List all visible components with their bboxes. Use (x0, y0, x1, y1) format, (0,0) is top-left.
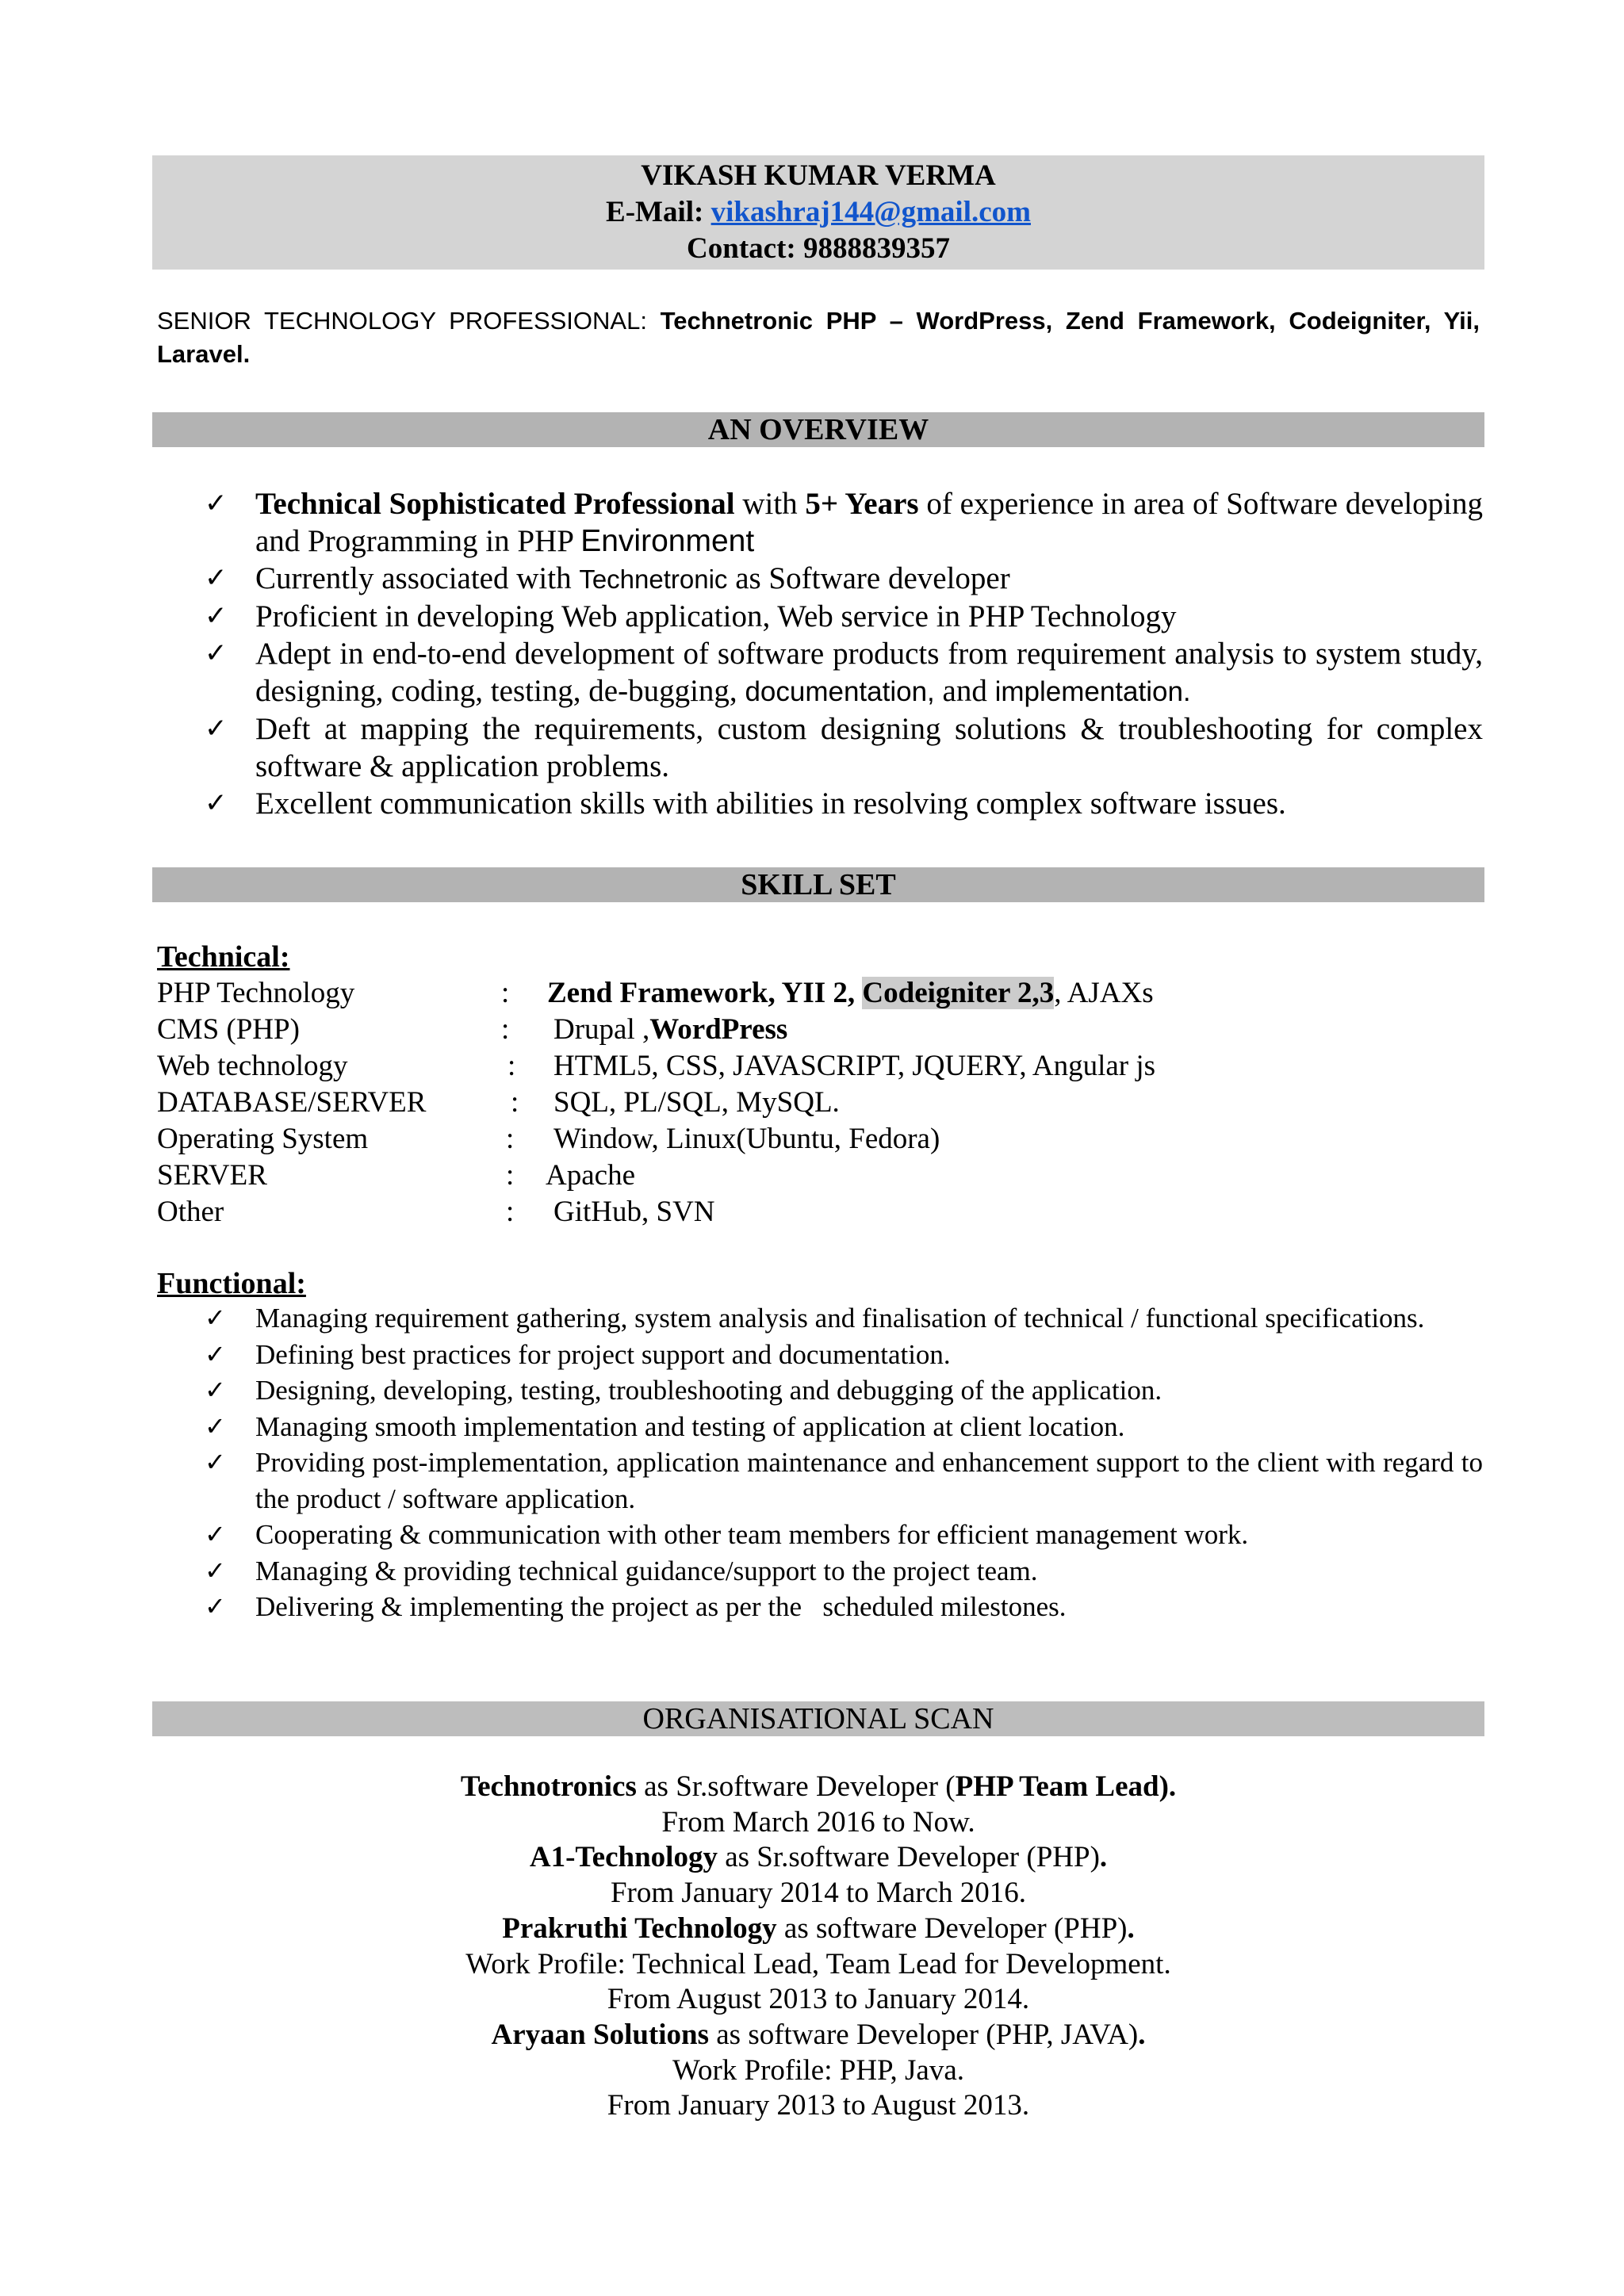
check-icon: ✓ (205, 1410, 226, 1441)
functional-text: Managing requirement gathering, system analysis and finalisation of technical / functional specifications. (255, 1303, 1425, 1334)
org-line: From January 2013 to August 2013. (607, 2089, 1030, 2122)
check-icon: ✓ (205, 488, 228, 519)
skill-row (157, 1158, 1426, 1194)
skill-colon: : (511, 1086, 519, 1119)
check-icon: ✓ (205, 1591, 226, 1621)
list-item (205, 1445, 1483, 1517)
functional-text: Designing, developing, testing, troubleshooting and debugging of the application. (255, 1375, 1162, 1406)
overview-text: with (734, 487, 806, 521)
skill-value: Drupal ,WordPress (553, 1013, 788, 1046)
org-line: Aryaan Solutions as software Developer (PHP, JAVA). (491, 2018, 1146, 2051)
check-icon: ✓ (205, 1303, 226, 1333)
check-icon: ✓ (205, 562, 228, 594)
list-item (205, 635, 1483, 710)
org-line: From January 2014 to March 2016. (610, 1877, 1027, 1910)
email-label: E-Mail: (606, 196, 704, 228)
functional-heading: Functional: (157, 1267, 306, 1300)
list-item (205, 710, 1483, 785)
contact-label: Contact: (687, 232, 796, 265)
list-item (205, 598, 1483, 635)
org-line: Work Profile: Technical Lead, Team Lead for Development. (465, 1947, 1171, 1980)
org-line: Work Profile: PHP, Java. (672, 2053, 965, 2087)
check-icon: ✓ (205, 787, 228, 819)
skill-value: SQL, PL/SQL, MySQL. (553, 1086, 840, 1119)
list-item (205, 1300, 1483, 1337)
skill-value: GitHub, SVN (553, 1196, 715, 1228)
skillset-heading: SKILL SET (152, 867, 1484, 902)
functional-text: Managing smooth implementation and testing of application at client location. (255, 1410, 1125, 1442)
skill-label: Other (157, 1196, 224, 1228)
org-line: Prakruthi Technology as software Developer (PHP). (502, 1911, 1135, 1945)
list-item (205, 1589, 1483, 1625)
org-line: A1-Technology as Sr.software Developer (PHP). (529, 1841, 1108, 1874)
org-line: Technotronics as Sr.software Developer (PHP Team Lead). (460, 1770, 1177, 1803)
list-item (205, 1553, 1483, 1590)
functional-text: Defining best practices for project support and documentation. (255, 1338, 951, 1370)
skill-value: Window, Linux(Ubuntu, Fedora) (553, 1123, 940, 1155)
skill-row (157, 975, 1426, 1012)
contact-line (152, 231, 1484, 267)
functional-text: Cooperating & communication with other team members for efficient management work. (255, 1519, 1249, 1550)
skill-row (157, 1048, 1426, 1085)
check-icon: ✓ (205, 1338, 226, 1369)
list-item (205, 1517, 1483, 1553)
check-icon: ✓ (205, 1555, 226, 1586)
list-item (205, 1409, 1483, 1445)
skill-label: Web technology (157, 1050, 348, 1082)
functional-text: Delivering & implementing the project as per the scheduled milestones. (255, 1591, 1067, 1622)
technical-heading: Technical: (157, 940, 290, 974)
check-icon: ✓ (205, 637, 228, 669)
skill-colon: : (506, 1159, 515, 1192)
check-icon: ✓ (205, 1447, 226, 1477)
org-line: From August 2013 to January 2014. (607, 1983, 1030, 2016)
candidate-name: VIKASH KUMAR VERMA (641, 159, 996, 192)
functional-list (205, 1300, 1483, 1625)
overview-list (205, 485, 1483, 822)
email-line (152, 194, 1484, 231)
organisation-section (152, 1770, 1484, 2124)
overview-text: of experience in area of Software developing and Programming in PHP (255, 487, 1484, 558)
professional-summary (157, 304, 1480, 371)
skill-value: Apache (546, 1159, 635, 1192)
overview-text: Adept in end-to-end development of software products from requirement analysis to system study, designing, coding, testing, de-bugging, (255, 637, 1483, 708)
overview-heading: AN OVERVIEW (152, 412, 1484, 447)
overview-text: Currently associated with (255, 561, 580, 595)
experience-years: 5+ Years (805, 487, 919, 521)
skill-colon: : (506, 1196, 515, 1228)
list-item (205, 560, 1483, 598)
skill-row (157, 1085, 1426, 1121)
skill-colon: : (506, 1123, 515, 1155)
overview-text: Proficient in developing Web application, Web service in PHP Technology (255, 599, 1177, 633)
header-box (152, 155, 1484, 270)
skill-colon: : (501, 977, 510, 1009)
list-item (205, 785, 1483, 822)
summary-technologies: Technetronic PHP – WordPress, Zend Framework, Codeigniter, Yii, Laravel. (157, 307, 1480, 368)
overview-text: as Software developer (727, 561, 1010, 595)
list-item (205, 1337, 1483, 1373)
email-link[interactable]: vikashraj144@gmail.com (710, 196, 1031, 228)
skill-label: DATABASE/SERVER (157, 1086, 427, 1119)
skill-row (157, 1012, 1426, 1048)
overview-highlight: Technical Sophisticated Professional (255, 487, 735, 521)
summary-prefix: SENIOR TECHNOLOGY PROFESSIONAL: (157, 307, 647, 335)
check-icon: ✓ (205, 713, 228, 744)
list-item (205, 485, 1483, 560)
overview-text: Deft at mapping the requirements, custom designing solutions & troubleshooting for complex software & application problems. (255, 712, 1483, 783)
list-item (205, 1372, 1483, 1409)
skill-colon: : (501, 1013, 510, 1046)
org-line: From March 2016 to Now. (661, 1805, 975, 1839)
skill-label: Operating System (157, 1123, 369, 1155)
overview-text: implementation. (994, 676, 1191, 707)
contact-number: 9888839357 (802, 232, 950, 265)
skill-colon: : (508, 1050, 516, 1082)
skill-value: Zend Framework, YII 2, Codeigniter 2,3, AJAXs (547, 977, 1154, 1009)
check-icon: ✓ (205, 1375, 226, 1405)
skill-row (157, 1194, 1426, 1230)
organisation-heading: ORGANISATIONAL SCAN (152, 1701, 1484, 1736)
skill-label: SERVER (157, 1159, 267, 1192)
company-name: Technetronic (579, 564, 728, 594)
functional-text: Managing & providing technical guidance/support to the project team. (255, 1555, 1038, 1586)
functional-text: Providing post-implementation, application maintenance and enhancement support to the client with regard to the product / software application. (255, 1447, 1483, 1514)
check-icon: ✓ (205, 1519, 226, 1549)
overview-text: Excellent communication skills with abilities in resolving complex software issues. (255, 786, 1286, 821)
check-icon: ✓ (205, 600, 228, 632)
skill-row (157, 1121, 1426, 1158)
skill-value: HTML5, CSS, JAVASCRIPT, JQUERY, Angular js (553, 1050, 1156, 1082)
overview-text: Environment (580, 524, 755, 558)
skill-label: PHP Technology (157, 977, 355, 1009)
skill-label: CMS (PHP) (157, 1013, 300, 1046)
overview-text: and (934, 674, 995, 708)
overview-text: documentation, (745, 676, 935, 707)
